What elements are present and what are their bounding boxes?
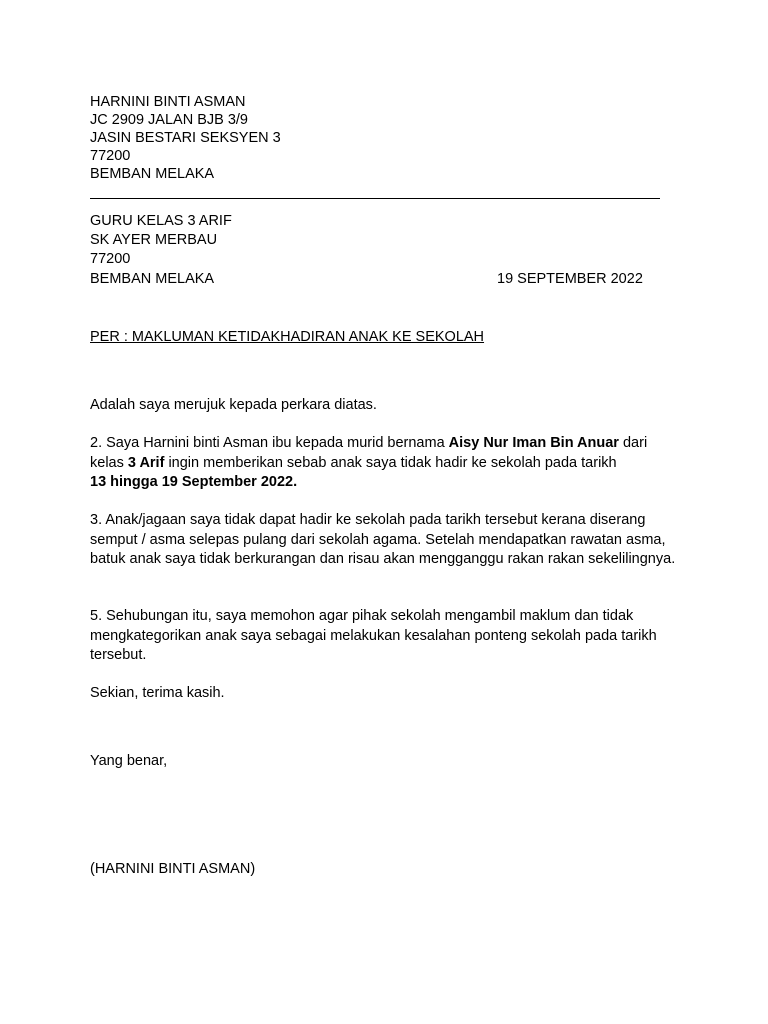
text-run: 2. Saya Harnini binti Asman ibu kepada murid bernama [90, 435, 449, 451]
opening-paragraph: Adalah saya merujuk kepada perkara diatas. [90, 397, 377, 413]
sender-city: BEMBAN MELAKA [90, 166, 215, 182]
closing-line: Sekian, terima kasih. [90, 685, 225, 701]
text-run: dari kelas [90, 435, 648, 471]
sender-address-line: JC 2909 JALAN BJB 3/9 [90, 112, 248, 128]
paragraph-2 [90, 434, 680, 493]
sender-postcode: 77200 [90, 148, 131, 164]
recipient-name: GURU KELAS 3 ARIF [90, 213, 232, 229]
signature-name: (HARNINI BINTI ASMAN) [90, 861, 256, 877]
subject-line: PER : MAKLUMAN KETIDAKHADIRAN ANAK KE SEKOLAH [90, 329, 485, 345]
recipient-city: BEMBAN MELAKA [90, 271, 215, 287]
recipient-postcode: 77200 [90, 251, 131, 267]
recipient-school: SK AYER MERBAU [90, 232, 218, 248]
sender-name: HARNINI BINTI ASMAN [90, 94, 246, 110]
letter-date: 19 SEPTEMBER 2022 [497, 271, 643, 287]
text-run: ingin memberikan sebab anak saya tidak hadir ke sekolah pada tarikh [164, 454, 617, 471]
sign-off: Yang benar, [90, 753, 168, 769]
paragraph-3: 3. Anak/jagaan saya tidak dapat hadir ke sekolah pada tarikh tersebut kerana diserang semput / asma selepas pulang dari sekolah agama. Setelah mendapatkan rawatan asma, batuk anak saya tidak berkurangan dan risau akan mengganggu rakan rakan sekelilingnya. [90, 512, 676, 567]
student-name: Aisy Nur Iman Bin Anuar [448, 435, 619, 451]
absence-dates: 13 hingga 19 September 2022. [90, 474, 298, 490]
sender-address-line: JASIN BESTARI SEKSYEN 3 [90, 130, 281, 146]
separator-line [90, 198, 660, 199]
student-class: 3 Arif [127, 454, 165, 471]
paragraph-5: 5. Sehubungan itu, saya memohon agar pihak sekolah mengambil maklum dan tidak mengkategorikan anak saya sebagai melakukan kesalahan ponteng sekolah pada tarikh tersebut. [90, 608, 657, 663]
